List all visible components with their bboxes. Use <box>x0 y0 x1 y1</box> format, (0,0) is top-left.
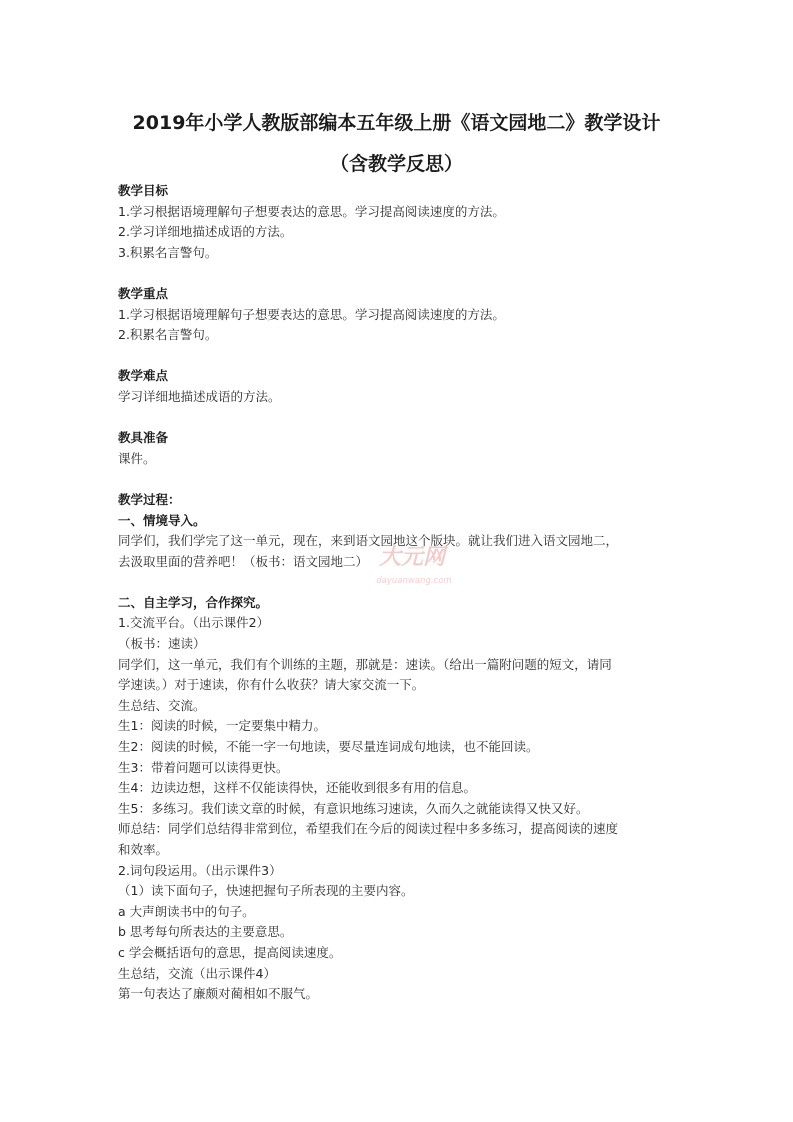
text-line: 去汲取里面的营养吧！（板书：语文园地二） <box>118 553 369 569</box>
text-line: （1）读下面句子，快速把握句子所表现的主要内容。 <box>118 883 414 899</box>
blank-line <box>118 469 678 490</box>
text-line: b 思考每句所表达的主要意思。 <box>118 924 293 940</box>
section-heading: 教学目标 <box>118 183 169 198</box>
blank-line <box>118 346 678 367</box>
section-heading: 教学过程： <box>118 491 181 507</box>
text-line: 生1：阅读的时候，一定要集中精力。 <box>118 718 326 734</box>
text-line: 学习详细地描述成语的方法。 <box>118 388 281 404</box>
text-line: 2.学习详细地描述成语的方法。 <box>118 224 293 240</box>
text-line: 课件。 <box>118 450 156 466</box>
text-line: 生总结，交流（出示课件4） <box>118 965 276 981</box>
section-heading: 一、情境导入。 <box>118 512 206 528</box>
text-line: 2.词句段运用。（出示课件3） <box>118 862 282 878</box>
text-line: 1.学习根据语境理解句子想要表达的意思。学习提高阅读速度的方法。 <box>118 306 505 322</box>
text-line: 同学们，我们学完了这一单元，现在，来到语文园地这个版块。就让我们进入语文园地二， <box>118 533 619 549</box>
text-line: 同学们，这一单元，我们有个训练的主题，那就是：速读。（给出一篇附问题的短文，请同 <box>118 656 612 672</box>
text-line: 生4：边读边想，这样不仅能读得快，还能收到很多有用的信息。 <box>118 780 476 796</box>
text-line: 生2：阅读的时候，不能一字一句地读，要尽量连词成句地读，也不能回读。 <box>118 739 539 755</box>
document-title: 2019年小学人教版部编本五年级上册《语文园地二》教学设计 <box>132 112 661 134</box>
text-line: c 学会概括语句的意思，提高阅读速度。 <box>118 944 342 960</box>
blank-line <box>118 408 678 429</box>
text-line: 和效率。 <box>118 842 169 857</box>
text-line: 学速读。）对于速读，你有什么收获？请大家交流一下。 <box>118 677 425 693</box>
text-line: 3.积累名言警句。 <box>118 244 218 260</box>
blank-line <box>118 263 678 284</box>
text-line: 生总结、交流。 <box>118 697 206 713</box>
text-line: 1.学习根据语境理解句子想要表达的意思。学习提高阅读速度的方法。 <box>118 203 505 219</box>
text-line: 第一句表达了廉颇对蔺相如不服气。 <box>118 986 319 1002</box>
text-line: 生5：多练习。我们读文章的时候，有意识地练习速读，久而久之就能读得又快又好。 <box>118 800 589 816</box>
section-heading: 教学难点 <box>118 368 169 384</box>
section-heading: 教学重点 <box>118 285 169 301</box>
blank-line <box>118 572 678 593</box>
text-line: 1.交流平台。（出示课件2） <box>118 615 270 631</box>
text-line: 生3：带着问题可以读得更快。 <box>118 759 289 775</box>
text-line: （板书：速读） <box>118 636 206 652</box>
document-subtitle: （含教学反思） <box>329 153 463 175</box>
watermark-url-text: dayuanwang.com <box>376 576 452 586</box>
document-body <box>118 181 678 1005</box>
text-line: 2.积累名言警句。 <box>118 327 218 343</box>
section-heading: 教具准备 <box>118 430 169 446</box>
text-line: a 大声朗读书中的句子。 <box>118 903 255 919</box>
section-heading: 二、自主学习，合作探究。 <box>118 594 269 610</box>
watermark-logo-text: 大元网 <box>378 545 446 570</box>
text-line: 师总结：同学们总结得非常到位，希望我们在今后的阅读过程中多多练习，提高阅读的速度 <box>118 821 619 837</box>
